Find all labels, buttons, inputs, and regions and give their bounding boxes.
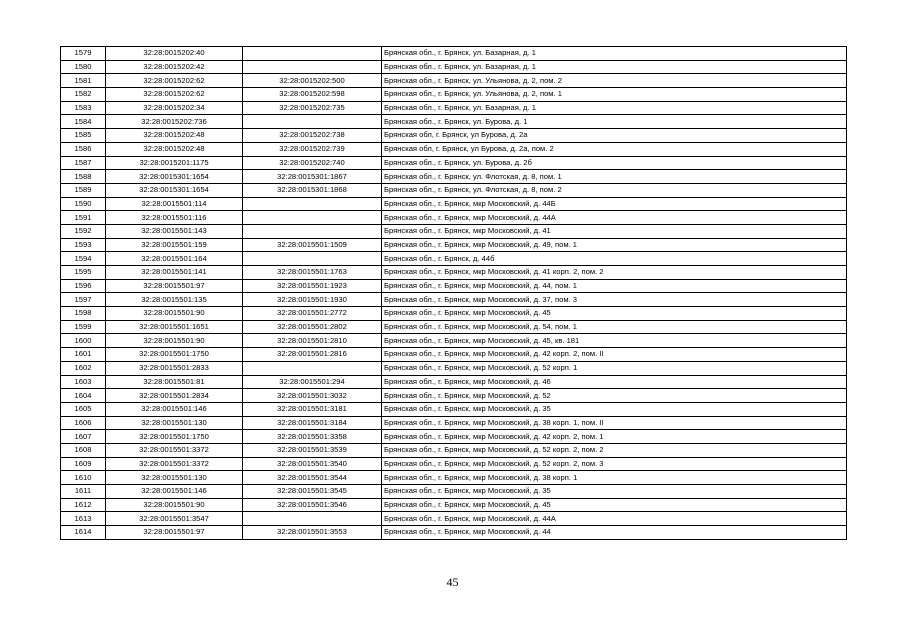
row-number-cell: 1612 xyxy=(61,498,106,512)
row-number-cell: 1584 xyxy=(61,115,106,129)
cadastral-table xyxy=(60,46,847,540)
address-cell: Брянская обл., г. Брянск, мкр Московский, д. 38 корп. 1, пом. II xyxy=(382,416,847,430)
source-cadastral-number-cell: 32:28:0015501:3372 xyxy=(106,457,243,471)
cadastral-number-cell: 32:28:0015501:3546 xyxy=(243,498,382,512)
address-cell: Брянская обл., г. Брянск, ул. Флотская, д. 8, пом. 1 xyxy=(382,170,847,184)
table-row xyxy=(61,74,847,88)
source-cadastral-number-cell: 32:28:0015501:3547 xyxy=(106,512,243,526)
cadastral-number-cell: 32:28:0015501:3539 xyxy=(243,443,382,457)
source-cadastral-number-cell: 32:28:0015501:90 xyxy=(106,498,243,512)
table-row xyxy=(61,526,847,540)
address-cell: Брянская обл., г. Брянск, мкр Московский, д. 37, пом. 3 xyxy=(382,293,847,307)
source-cadastral-number-cell: 32:28:0015501:97 xyxy=(106,279,243,293)
source-cadastral-number-cell: 32:28:0015202:736 xyxy=(106,115,243,129)
cadastral-number-cell: 32:28:0015501:3184 xyxy=(243,416,382,430)
address-cell: Брянская обл., г. Брянск, ул. Ульянова, д. 2, пом. 2 xyxy=(382,74,847,88)
address-cell: Брянская обл., г. Брянск, мкр Московский, д. 45, кв. 181 xyxy=(382,334,847,348)
row-number-cell: 1598 xyxy=(61,307,106,321)
address-cell: Брянская обл., г. Брянск, ул. Бурова, д. 1 xyxy=(382,115,847,129)
cadastral-number-cell: 32:28:0015501:294 xyxy=(243,375,382,389)
row-number-cell: 1600 xyxy=(61,334,106,348)
table-row xyxy=(61,197,847,211)
address-cell: Брянская обл., г. Брянск, ул. Ульянова, д. 2, пом. 1 xyxy=(382,88,847,102)
row-number-cell: 1602 xyxy=(61,361,106,375)
row-number-cell: 1587 xyxy=(61,156,106,170)
source-cadastral-number-cell: 32:28:0015501:130 xyxy=(106,416,243,430)
address-cell: Брянская обл, г. Брянск, ул Бурова, д. 2а, пом. 2 xyxy=(382,142,847,156)
source-cadastral-number-cell: 32:28:0015501:164 xyxy=(106,252,243,266)
source-cadastral-number-cell: 32:28:0015202:34 xyxy=(106,101,243,115)
address-cell: Брянская обл., г. Брянск, мкр Московский, д. 41 корп. 2, пом. 2 xyxy=(382,266,847,280)
cadastral-number-cell: 32:28:0015501:2816 xyxy=(243,348,382,362)
row-number-cell: 1591 xyxy=(61,211,106,225)
cadastral-number-cell: 32:28:0015501:2772 xyxy=(243,307,382,321)
row-number-cell: 1582 xyxy=(61,88,106,102)
source-cadastral-number-cell: 32:28:0015501:81 xyxy=(106,375,243,389)
cadastral-number-cell: 32:28:0015301:1868 xyxy=(243,183,382,197)
table-row xyxy=(61,211,847,225)
table-row xyxy=(61,389,847,403)
table-row xyxy=(61,238,847,252)
row-number-cell: 1599 xyxy=(61,320,106,334)
row-number-cell: 1595 xyxy=(61,266,106,280)
table-row xyxy=(61,348,847,362)
table-row xyxy=(61,293,847,307)
source-cadastral-number-cell: 32:28:0015301:1654 xyxy=(106,183,243,197)
address-cell: Брянская обл., г. Брянск, мкр Московский, д. 44А xyxy=(382,211,847,225)
cadastral-number-cell: 32:28:0015501:2802 xyxy=(243,320,382,334)
address-cell: Брянская обл., г. Брянск, мкр Московский, д. 45 xyxy=(382,307,847,321)
source-cadastral-number-cell: 32:28:0015202:62 xyxy=(106,74,243,88)
cadastral-number-cell: 32:28:0015501:3540 xyxy=(243,457,382,471)
source-cadastral-number-cell: 32:28:0015201:1175 xyxy=(106,156,243,170)
row-number-cell: 1592 xyxy=(61,224,106,238)
address-cell: Брянская обл., г. Брянск, мкр Московский, д. 44А xyxy=(382,512,847,526)
table-row xyxy=(61,402,847,416)
cadastral-number-cell: 32:28:0015501:1763 xyxy=(243,266,382,280)
source-cadastral-number-cell: 32:28:0015202:48 xyxy=(106,142,243,156)
address-cell: Брянская обл., г. Брянск, мкр Московский, д. 44 xyxy=(382,526,847,540)
source-cadastral-number-cell: 32:28:0015301:1654 xyxy=(106,170,243,184)
row-number-cell: 1609 xyxy=(61,457,106,471)
address-cell: Брянская обл., г. Брянск, мкр Московский, д. 46 xyxy=(382,375,847,389)
page-number: 45 xyxy=(446,575,459,589)
address-cell: Брянская обл., г. Брянск, мкр Московский, д. 35 xyxy=(382,402,847,416)
table-row xyxy=(61,416,847,430)
source-cadastral-number-cell: 32:28:0015202:48 xyxy=(106,129,243,143)
row-number-cell: 1589 xyxy=(61,183,106,197)
cadastral-number-cell xyxy=(243,115,382,129)
table-row xyxy=(61,443,847,457)
row-number-cell: 1581 xyxy=(61,74,106,88)
table-row xyxy=(61,156,847,170)
table-row xyxy=(61,375,847,389)
table-row xyxy=(61,101,847,115)
table-row xyxy=(61,512,847,526)
row-number-cell: 1607 xyxy=(61,430,106,444)
source-cadastral-number-cell: 32:28:0015501:130 xyxy=(106,471,243,485)
cadastral-number-cell xyxy=(243,252,382,266)
source-cadastral-number-cell: 32:28:0015202:42 xyxy=(106,60,243,74)
cadastral-number-cell xyxy=(243,224,382,238)
source-cadastral-number-cell: 32:28:0015501:90 xyxy=(106,334,243,348)
table-row xyxy=(61,334,847,348)
row-number-cell: 1596 xyxy=(61,279,106,293)
row-number-cell: 1603 xyxy=(61,375,106,389)
table-row xyxy=(61,170,847,184)
address-cell: Брянская обл., г. Брянск, мкр Московский, д. 52 корп. 1 xyxy=(382,361,847,375)
address-cell: Брянская обл., г. Брянск, мкр Московский, д. 41 xyxy=(382,224,847,238)
table-row xyxy=(61,485,847,499)
row-number-cell: 1613 xyxy=(61,512,106,526)
row-number-cell: 1604 xyxy=(61,389,106,403)
table-row xyxy=(61,361,847,375)
cadastral-number-cell: 32:28:0015501:3544 xyxy=(243,471,382,485)
source-cadastral-number-cell: 32:28:0015501:146 xyxy=(106,402,243,416)
source-cadastral-number-cell: 32:28:0015501:141 xyxy=(106,266,243,280)
source-cadastral-number-cell: 32:28:0015202:40 xyxy=(106,47,243,61)
address-cell: Брянская обл., г. Брянск, мкр Московский, д. 42 корп. 2, пом. 1 xyxy=(382,430,847,444)
table-row xyxy=(61,115,847,129)
cadastral-number-cell xyxy=(243,512,382,526)
row-number-cell: 1579 xyxy=(61,47,106,61)
row-number-cell: 1590 xyxy=(61,197,106,211)
source-cadastral-number-cell: 32:28:0015501:3372 xyxy=(106,443,243,457)
table-row xyxy=(61,279,847,293)
table-row xyxy=(61,266,847,280)
address-cell: Брянская обл., г. Брянск, мкр Московский, д. 45 xyxy=(382,498,847,512)
row-number-cell: 1593 xyxy=(61,238,106,252)
source-cadastral-number-cell: 32:28:0015501:1651 xyxy=(106,320,243,334)
address-cell: Брянская обл., г. Брянск, ул. Базарная, д. 1 xyxy=(382,47,847,61)
source-cadastral-number-cell: 32:28:0015501:2834 xyxy=(106,389,243,403)
address-cell: Брянская обл., г. Брянск, мкр Московский, д. 54, пом. 1 xyxy=(382,320,847,334)
source-cadastral-number-cell: 32:28:0015501:90 xyxy=(106,307,243,321)
cadastral-number-cell: 32:28:0015501:3181 xyxy=(243,402,382,416)
row-number-cell: 1614 xyxy=(61,526,106,540)
row-number-cell: 1586 xyxy=(61,142,106,156)
row-number-cell: 1611 xyxy=(61,485,106,499)
address-cell: Брянская обл., г. Брянск, д. 44б xyxy=(382,252,847,266)
address-cell: Брянская обл., г. Брянск, мкр Московский, д. 52 корп. 2, пом. 3 xyxy=(382,457,847,471)
table-row xyxy=(61,471,847,485)
cadastral-number-cell: 32:28:0015501:3545 xyxy=(243,485,382,499)
source-cadastral-number-cell: 32:28:0015501:1750 xyxy=(106,348,243,362)
cadastral-number-cell: 32:28:0015202:735 xyxy=(243,101,382,115)
address-cell: Брянская обл., г. Брянск, мкр Московский, д. 35 xyxy=(382,485,847,499)
source-cadastral-number-cell: 32:28:0015501:116 xyxy=(106,211,243,225)
table-row xyxy=(61,142,847,156)
table-row xyxy=(61,183,847,197)
cadastral-number-cell: 32:28:0015501:1930 xyxy=(243,293,382,307)
row-number-cell: 1608 xyxy=(61,443,106,457)
table-row xyxy=(61,224,847,238)
table-body xyxy=(61,47,847,540)
table-row xyxy=(61,457,847,471)
source-cadastral-number-cell: 32:28:0015202:62 xyxy=(106,88,243,102)
address-cell: Брянская обл., г. Брянск, ул. Базарная, д. 1 xyxy=(382,101,847,115)
cadastral-number-cell: 32:28:0015501:3358 xyxy=(243,430,382,444)
cadastral-number-cell xyxy=(243,197,382,211)
cadastral-number-cell xyxy=(243,361,382,375)
address-cell: Брянская обл., г. Брянск, мкр Московский, д. 42 корп. 2, пом. II xyxy=(382,348,847,362)
row-number-cell: 1583 xyxy=(61,101,106,115)
source-cadastral-number-cell: 32:28:0015501:159 xyxy=(106,238,243,252)
address-cell: Брянская обл., г. Брянск, мкр Московский, д. 44Б xyxy=(382,197,847,211)
row-number-cell: 1597 xyxy=(61,293,106,307)
source-cadastral-number-cell: 32:28:0015501:143 xyxy=(106,224,243,238)
cadastral-number-cell: 32:28:0015202:739 xyxy=(243,142,382,156)
row-number-cell: 1594 xyxy=(61,252,106,266)
address-cell: Брянская обл., г. Брянск, ул. Бурова, д. 2б xyxy=(382,156,847,170)
address-cell: Брянская обл., г. Брянск, мкр Московский, д. 44, пом. 1 xyxy=(382,279,847,293)
cadastral-number-cell: 32:28:0015301:1867 xyxy=(243,170,382,184)
cadastral-number-cell: 32:28:0015501:3553 xyxy=(243,526,382,540)
table-row xyxy=(61,60,847,74)
cadastral-number-cell: 32:28:0015501:1509 xyxy=(243,238,382,252)
cadastral-number-cell: 32:28:0015202:738 xyxy=(243,129,382,143)
source-cadastral-number-cell: 32:28:0015501:135 xyxy=(106,293,243,307)
cadastral-number-cell: 32:28:0015202:500 xyxy=(243,74,382,88)
cadastral-number-cell: 32:28:0015202:598 xyxy=(243,88,382,102)
table-row xyxy=(61,88,847,102)
source-cadastral-number-cell: 32:28:0015501:146 xyxy=(106,485,243,499)
address-cell: Брянская обл., г. Брянск, мкр Московский, д. 52 корп. 2, пом. 2 xyxy=(382,443,847,457)
cadastral-number-cell xyxy=(243,47,382,61)
source-cadastral-number-cell: 32:28:0015501:2833 xyxy=(106,361,243,375)
table-row xyxy=(61,129,847,143)
source-cadastral-number-cell: 32:28:0015501:114 xyxy=(106,197,243,211)
row-number-cell: 1580 xyxy=(61,60,106,74)
cadastral-number-cell xyxy=(243,60,382,74)
table-row xyxy=(61,252,847,266)
cadastral-number-cell: 32:28:0015501:2810 xyxy=(243,334,382,348)
table-row xyxy=(61,430,847,444)
cadastral-number-cell: 32:28:0015501:1923 xyxy=(243,279,382,293)
source-cadastral-number-cell: 32:28:0015501:97 xyxy=(106,526,243,540)
row-number-cell: 1605 xyxy=(61,402,106,416)
table-row xyxy=(61,307,847,321)
source-cadastral-number-cell: 32:28:0015501:1750 xyxy=(106,430,243,444)
address-cell: Брянская обл., г. Брянск, мкр Московский, д. 52 xyxy=(382,389,847,403)
row-number-cell: 1588 xyxy=(61,170,106,184)
table-row xyxy=(61,498,847,512)
table-row xyxy=(61,47,847,61)
address-cell: Брянская обл., г. Брянск, мкр Московский, д. 49, пом. 1 xyxy=(382,238,847,252)
row-number-cell: 1585 xyxy=(61,129,106,143)
row-number-cell: 1601 xyxy=(61,348,106,362)
address-cell: Брянская обл., г. Брянск, ул. Флотская, д. 8, пом. 2 xyxy=(382,183,847,197)
row-number-cell: 1606 xyxy=(61,416,106,430)
row-number-cell: 1610 xyxy=(61,471,106,485)
cadastral-number-cell xyxy=(243,211,382,225)
cadastral-number-cell: 32:28:0015202:740 xyxy=(243,156,382,170)
address-cell: Брянская обл., г. Брянск, ул. Базарная, д. 1 xyxy=(382,60,847,74)
table-row xyxy=(61,320,847,334)
address-cell: Брянская обл., г. Брянск, мкр Московский, д. 38 корп. 1 xyxy=(382,471,847,485)
cadastral-number-cell: 32:28:0015501:3032 xyxy=(243,389,382,403)
address-cell: Брянская обл, г. Брянск, ул Бурова, д. 2а xyxy=(382,129,847,143)
